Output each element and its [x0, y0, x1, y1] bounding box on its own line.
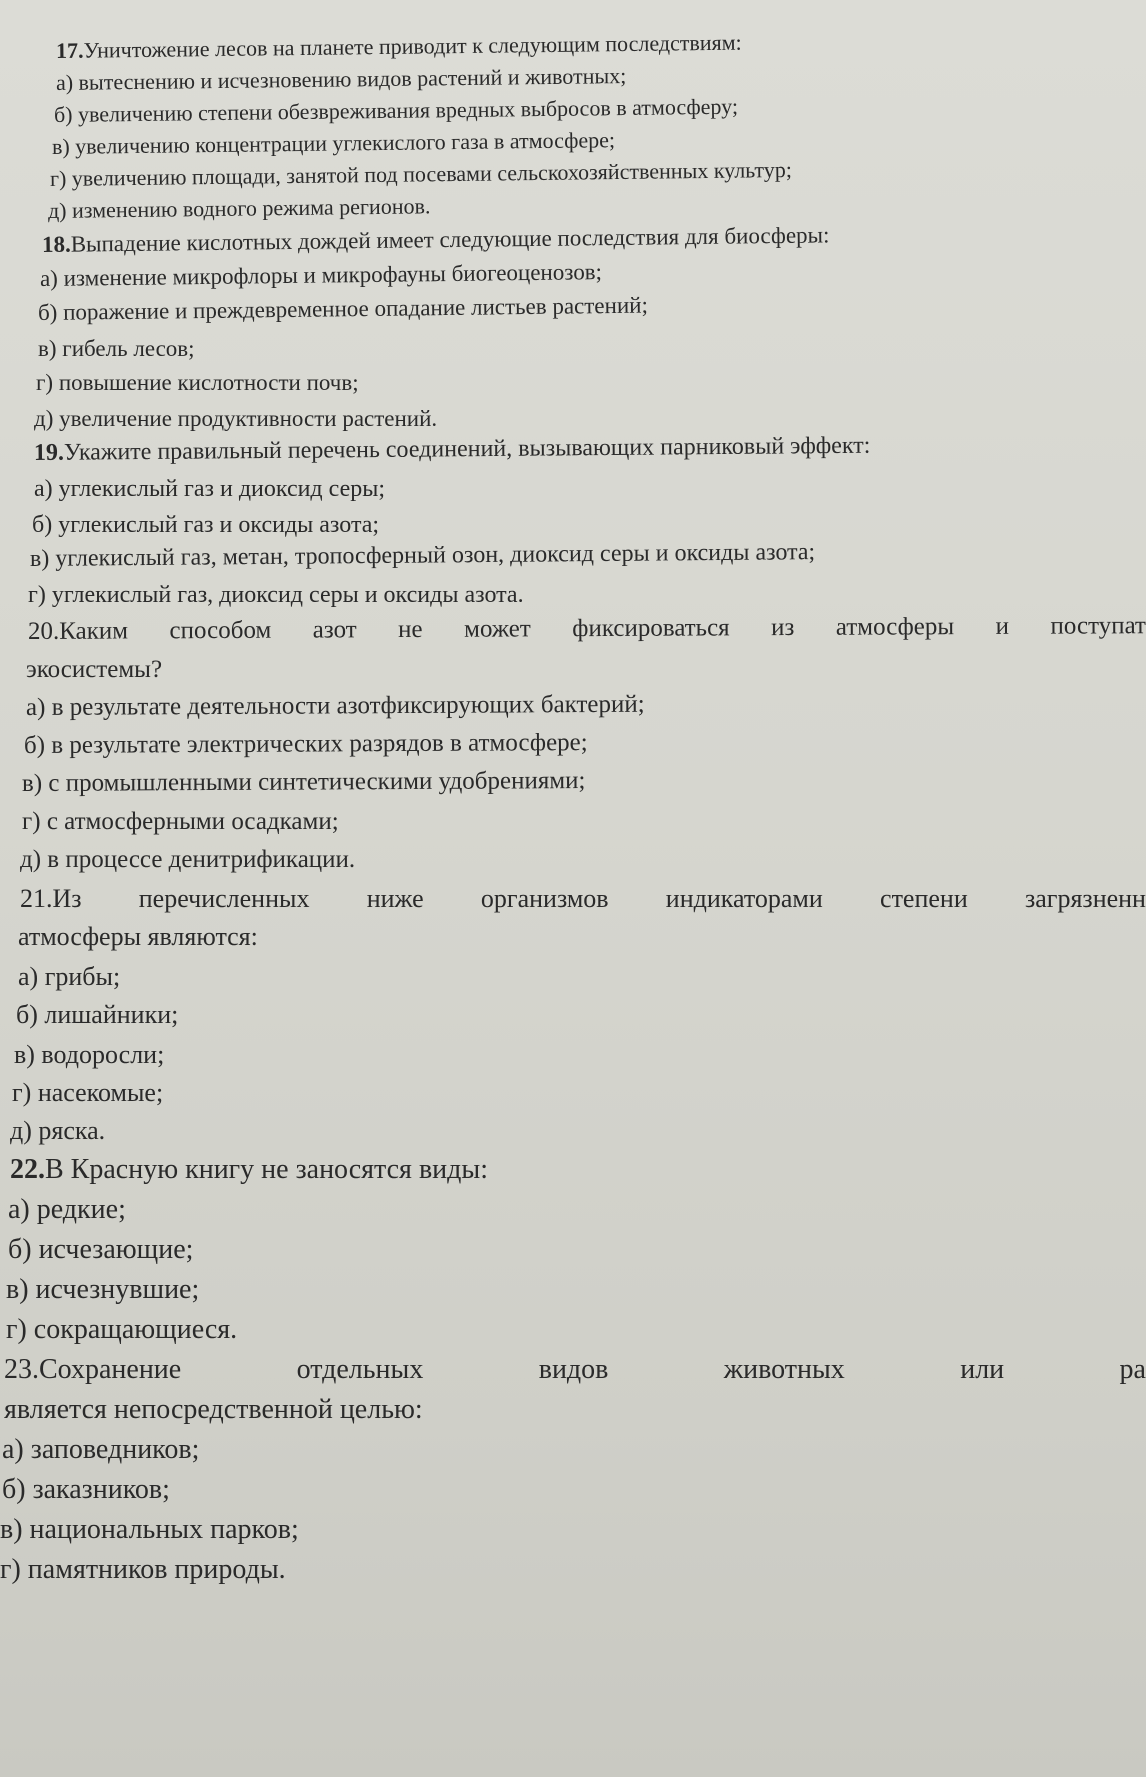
question-number: 20.	[27, 617, 60, 645]
word: способом	[169, 616, 272, 645]
option: в) с промышленными синтетическими удобрениями;	[21, 767, 586, 797]
option: б) поражение и преждевременное опадание листьев растений;	[37, 292, 649, 325]
option: а) изменение микрофлоры и микрофауны биогеоценозов;	[39, 259, 603, 291]
word: ра	[1119, 1354, 1146, 1385]
option: д) изменению водного режима регионов.	[47, 193, 431, 223]
option: б) в результате электрических разрядов в атмосфере;	[23, 729, 588, 759]
question-number: 22.	[10, 1154, 45, 1185]
question-number-and-first-word	[4, 1354, 181, 1386]
option: в) исчезнувшие;	[6, 1274, 200, 1305]
question-17	[56, 30, 742, 64]
word: Из	[52, 884, 82, 913]
question-22	[10, 1154, 488, 1186]
option: в) водоросли;	[14, 1040, 165, 1069]
question-number: 21.	[20, 884, 53, 913]
question-number: 17.	[55, 37, 84, 63]
word: и	[995, 612, 1010, 640]
word: не	[398, 615, 423, 644]
option: б) исчезающие;	[8, 1234, 194, 1265]
question-text: В Красную книгу не заносятся виды:	[45, 1154, 488, 1185]
option: д) ряска.	[10, 1116, 106, 1145]
question-19	[34, 433, 871, 467]
word: видов	[538, 1354, 609, 1385]
option: в) углекислый газ, метан, тропосферный озон, диоксид серы и оксиды азота;	[29, 539, 816, 572]
question-20-line2: экосистемы?	[26, 656, 163, 683]
option: д) увеличение продуктивности растений.	[34, 406, 438, 431]
question-text: Уничтожение лесов на планете приводит к следующим последствиям:	[83, 29, 742, 63]
option: б) увеличению степени обезвреживания вредных выбросов в атмосферу;	[53, 93, 739, 127]
word: Сохранение	[39, 1354, 182, 1385]
word: или	[960, 1354, 1005, 1385]
question-23-line2: является непосредственной целью:	[4, 1394, 423, 1425]
option: а) углекислый газ и диоксид серы;	[34, 476, 386, 502]
option: б) лишайники;	[16, 1000, 179, 1029]
word: животных	[723, 1354, 845, 1385]
word: степени	[880, 884, 968, 913]
option: д) в процессе денитрификации.	[20, 846, 356, 873]
question-number: 19.	[33, 439, 65, 466]
question-number: 18.	[41, 231, 71, 257]
word: поступат	[1050, 612, 1146, 640]
option: г) повышение кислотности почв;	[36, 370, 359, 395]
word: из	[771, 613, 795, 642]
word: организмов	[480, 884, 609, 913]
option: а) редкие;	[8, 1194, 126, 1225]
option: г) сокращающиеся.	[6, 1314, 238, 1345]
question-18	[42, 222, 830, 258]
option: а) заповедников;	[2, 1434, 200, 1465]
word: перечисленных	[138, 884, 310, 913]
word: может	[464, 615, 531, 643]
option: б) углекислый газ и оксиды азота;	[32, 512, 380, 538]
question-number-and-first-word	[20, 884, 82, 914]
option: б) заказников;	[2, 1474, 170, 1505]
option: а) грибы;	[18, 962, 121, 991]
question-21-line2: атмосферы являются:	[18, 922, 258, 951]
question-23-line1	[4, 1354, 1146, 1386]
question-text: Укажите правильный перечень соединений, вызывающих парниковый эффект:	[63, 432, 871, 466]
option: г) углекислый газ, диоксид серы и оксиды азота.	[28, 582, 524, 608]
word: отдельных	[296, 1354, 424, 1385]
option: в) гибель лесов;	[38, 336, 195, 361]
word: азот	[312, 616, 357, 644]
word: Каким	[59, 617, 129, 645]
option: г) с атмосферными осадками;	[22, 808, 339, 835]
option: г) памятников природы.	[0, 1554, 286, 1585]
option: г) увеличению площади, занятой под посевами сельскохозяйственных культур;	[49, 156, 793, 191]
word: загрязненн	[1024, 884, 1146, 913]
question-20-line1	[28, 612, 1146, 646]
question-number: 23.	[4, 1354, 39, 1385]
option: а) в результате деятельности азотфиксирующих бактерий;	[25, 690, 645, 721]
word: атмосферы	[835, 613, 955, 641]
word: индикаторами	[665, 884, 823, 913]
question-21-line1	[20, 884, 1146, 914]
word: ниже	[366, 884, 424, 913]
option: а) вытеснению и исчезновению видов растений и животных;	[55, 63, 627, 95]
word: фиксироваться	[572, 614, 730, 643]
option: г) насекомые;	[12, 1078, 164, 1107]
option: в) национальных парков;	[0, 1514, 299, 1545]
question-number-and-first-word	[28, 617, 128, 646]
option: в) увеличению концентрации углекислого газа в атмосфере;	[51, 127, 616, 159]
question-text: Выпадение кислотных дождей имеет следующие последствия для биосферы:	[70, 222, 830, 257]
